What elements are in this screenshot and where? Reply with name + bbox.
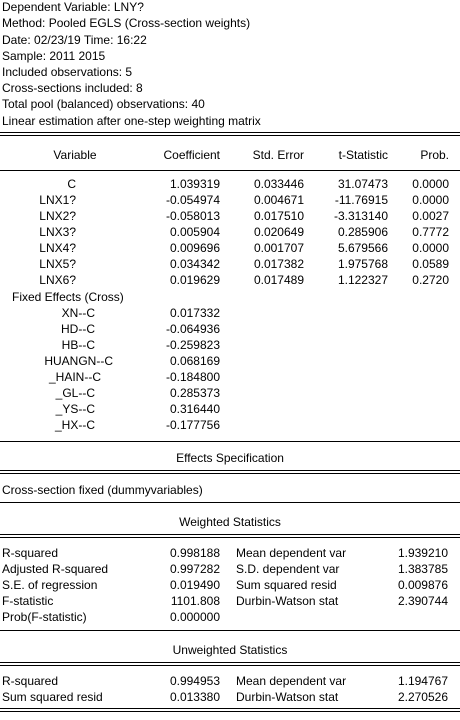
coef-variable: LNX2?: [39, 209, 76, 223]
stat-value: 1101.808: [170, 594, 220, 608]
coef-prob: 0.0000: [412, 177, 449, 191]
stat-value: 0.009876: [397, 578, 448, 592]
weighted-stats-bottom-rule: [0, 630, 460, 631]
stat-label: R-squared: [2, 546, 59, 560]
coef-t-stat: 5.679566: [337, 241, 388, 255]
coef-t-stat: 1.122327: [337, 273, 388, 287]
coef-std-error: 0.020649: [253, 225, 304, 239]
unweighted-stats-title: Unweighted Statistics: [172, 643, 288, 657]
coef-t-stat: -3.313140: [333, 209, 388, 223]
stat-value: 1.939210: [397, 546, 448, 560]
fixed-effect-value: 0.068169: [169, 354, 220, 368]
coef-prob: 0.0589: [412, 257, 449, 271]
fixed-effects-label: Fixed Effects (Cross): [12, 290, 124, 304]
header-included-observations: Included observations: 5: [2, 65, 133, 79]
col-header-std-error: Std. Error: [252, 148, 304, 162]
stat-label: R-squared: [2, 674, 59, 688]
stat-value: 2.270526: [397, 690, 448, 704]
coef-variable: C: [67, 177, 76, 191]
coef-t-stat: 1.975768: [337, 257, 388, 271]
header-date: Date: 02/23/19 Time: 16:22: [2, 33, 147, 47]
coef-variable: LNX5?: [39, 257, 76, 271]
fixed-effect-name: HB--C: [61, 338, 95, 352]
stat-value: 0.997282: [169, 562, 220, 576]
coef-std-error: 0.017382: [253, 257, 304, 271]
stat-label: F-statistic: [2, 594, 54, 608]
stat-label: Prob(F-statistic): [2, 610, 87, 624]
coef-value: 0.005904: [169, 225, 220, 239]
stat-label: Durbin-Watson stat: [236, 594, 339, 608]
coef-prob: 0.7772: [412, 225, 449, 239]
coef-value: 0.009696: [169, 241, 220, 255]
weighted-stats-title: Weighted Statistics: [179, 515, 281, 529]
fixed-effect-name: _HX--C: [54, 418, 95, 432]
fixed-effect-name: XN--C: [61, 306, 95, 320]
stat-value: 0.994953: [169, 674, 220, 688]
header-rule: [0, 170, 460, 171]
coef-variable: LNX4?: [39, 241, 76, 255]
effects-spec-bottom-rule: [0, 502, 460, 503]
header-cross-sections: Cross-sections included: 8: [2, 81, 143, 95]
fixed-effect-value: -0.184800: [165, 370, 220, 384]
fixed-effect-value: 0.017332: [169, 306, 220, 320]
stat-label: Sum squared resid: [2, 690, 103, 704]
stat-value: 1.194767: [397, 674, 448, 688]
col-header-prob: Prob.: [420, 148, 449, 162]
stat-value: 0.000000: [169, 610, 220, 624]
header-estimation-note: Linear estimation after one-step weighting matrix: [2, 114, 261, 128]
coef-value: 0.019629: [169, 273, 220, 287]
fixed-effect-value: 0.285373: [169, 386, 220, 400]
fixed-effect-name: _GL--C: [55, 386, 95, 400]
effects-spec-title: Effects Specification: [176, 451, 284, 465]
fixed-effect-value: -0.177756: [165, 418, 220, 432]
table-top-rule: [0, 132, 460, 136]
coef-prob: 0.0027: [412, 209, 449, 223]
stat-value: 0.019490: [169, 578, 220, 592]
coef-value: 0.034342: [169, 257, 220, 271]
effects-spec-text: Cross-section fixed (dummyvariables): [2, 483, 203, 497]
effects-spec-rule: [0, 470, 460, 474]
coef-variable: LNX6?: [39, 273, 76, 287]
coef-value: -0.058013: [165, 209, 220, 223]
fixed-effect-value: -0.064936: [165, 322, 220, 336]
header-dependent-variable: Dependent Variable: LNY?: [2, 0, 144, 14]
coef-prob: 0.2720: [412, 273, 449, 287]
coef-std-error: 0.001707: [253, 241, 304, 255]
table-bottom-rule: [0, 708, 460, 712]
stat-label: Durbin-Watson stat: [236, 690, 339, 704]
coef-value: 1.039319: [169, 177, 220, 191]
stat-label: Mean dependent var: [236, 674, 347, 688]
coefficients-bottom-rule: [0, 441, 460, 442]
col-header-variable: Variable: [53, 148, 97, 162]
stat-value: 1.383785: [397, 562, 448, 576]
fixed-effect-name: _YS--C: [55, 402, 95, 416]
coef-std-error: 0.033446: [253, 177, 304, 191]
coef-std-error: 0.017510: [253, 209, 304, 223]
stat-label: S.D. dependent var: [236, 562, 340, 576]
coef-t-stat: -11.76915: [334, 193, 388, 207]
coef-std-error: 0.017489: [253, 273, 304, 287]
fixed-effect-name: HUANGN--C: [44, 354, 113, 368]
coef-t-stat: 0.285906: [337, 225, 388, 239]
stat-label: Sum squared resid: [236, 578, 337, 592]
coef-variable: LNX3?: [39, 225, 76, 239]
header-total-pool: Total pool (balanced) observations: 40: [2, 97, 205, 111]
stat-value: 0.013380: [169, 690, 220, 704]
col-header-t-statistic: t-Statistic: [338, 148, 388, 162]
stat-label: Mean dependent var: [236, 546, 347, 560]
fixed-effect-name: HD--C: [61, 322, 95, 336]
stat-label: Adjusted R-squared: [2, 562, 109, 576]
coef-t-stat: 31.07473: [337, 177, 388, 191]
coef-prob: 0.0000: [412, 193, 449, 207]
coef-value: -0.054974: [165, 193, 220, 207]
unweighted-stats-rule: [0, 662, 460, 666]
stat-value: 0.998188: [169, 546, 220, 560]
coef-std-error: 0.004671: [253, 193, 304, 207]
coef-prob: 0.0000: [412, 241, 449, 255]
col-header-coefficient: Coefficient: [163, 148, 220, 162]
stat-value: 2.390744: [397, 594, 448, 608]
weighted-stats-rule: [0, 534, 460, 538]
fixed-effect-value: 0.316440: [169, 402, 220, 416]
header-sample: Sample: 2011 2015: [2, 49, 106, 63]
header-method: Method: Pooled EGLS (Cross-section weights): [2, 16, 251, 30]
fixed-effect-name: _HAIN--C: [48, 370, 101, 384]
stat-label: S.E. of regression: [2, 578, 98, 592]
fixed-effect-value: -0.259823: [165, 338, 220, 352]
coef-variable: LNX1?: [39, 193, 76, 207]
